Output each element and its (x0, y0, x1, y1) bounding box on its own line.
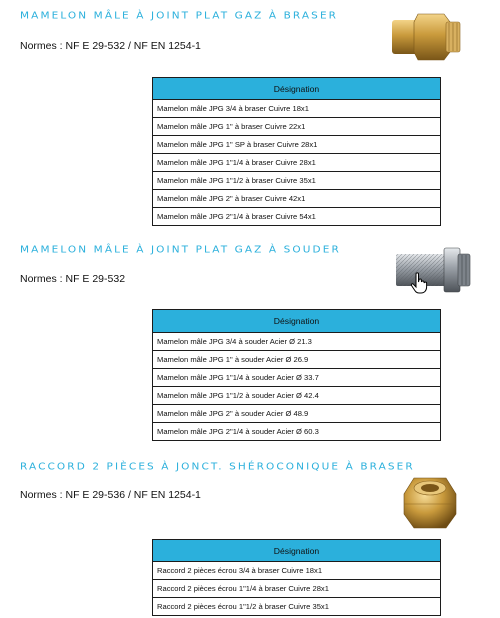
table-row (153, 118, 441, 136)
designation-table (152, 309, 441, 441)
norms-text: Normes : NF E 29-536 / NF EN 1254-1 (20, 489, 201, 501)
table-cell: Raccord 2 pièces écrou 3/4 à braser Cuivre 18x1 (153, 562, 441, 580)
section-title: RACCORD 2 PIÈCES À JONCT. SHÉROCONIQUE À BRASER (20, 461, 415, 473)
table-row (153, 190, 441, 208)
table-cell: Mamelon mâle JPG 3/4 à souder Acier Ø 21.3 (153, 333, 441, 351)
table-cell: Mamelon mâle JPG 1"1/2 à braser Cuivre 35x1 (153, 172, 441, 190)
table-row (153, 387, 441, 405)
hand-pointer-icon (410, 272, 430, 294)
table-header: Désignation (153, 78, 441, 100)
table-cell: Mamelon mâle JPG 3/4 à braser Cuivre 18x1 (153, 100, 441, 118)
designation-table (152, 77, 441, 226)
table-cell: Mamelon mâle JPG 1"1/2 à souder Acier Ø 42.4 (153, 387, 441, 405)
table-row (153, 333, 441, 351)
table-row (153, 208, 441, 226)
table-cell: Mamelon mâle JPG 1" à braser Cuivre 22x1 (153, 118, 441, 136)
table-row (153, 136, 441, 154)
steel-weld-nipple-fitting-image (392, 244, 474, 298)
table-cell: Mamelon mâle JPG 1" à souder Acier Ø 26.9 (153, 351, 441, 369)
table-row (153, 100, 441, 118)
table-cell: Mamelon mâle JPG 2" à braser Cuivre 42x1 (153, 190, 441, 208)
table-row (153, 172, 441, 190)
brass-male-nipple-fitting-image (386, 8, 466, 63)
norms-text: Normes : NF E 29-532 (20, 273, 126, 285)
table-row (153, 598, 441, 616)
table-row (153, 351, 441, 369)
table-row (153, 423, 441, 441)
designation-table (152, 539, 441, 616)
table-row (153, 154, 441, 172)
table-cell: Mamelon mâle JPG 2"1/4 à souder Acier Ø 60.3 (153, 423, 441, 441)
table-cell: Mamelon mâle JPG 1"1/4 à braser Cuivre 28x1 (153, 154, 441, 172)
table-cell: Mamelon mâle JPG 2" à souder Acier Ø 48.9 (153, 405, 441, 423)
table-cell: Raccord 2 pièces écrou 1"1/2 à braser Cuivre 35x1 (153, 598, 441, 616)
norms-text: Normes : NF E 29-532 / NF EN 1254-1 (20, 40, 201, 52)
table-cell: Mamelon mâle JPG 1" SP à braser Cuivre 28x1 (153, 136, 441, 154)
table-cell: Mamelon mâle JPG 2"1/4 à braser Cuivre 54x1 (153, 208, 441, 226)
table-row (153, 369, 441, 387)
section-title: MAMELON MÂLE À JOINT PLAT GAZ À SOUDER (20, 244, 341, 256)
table-row (153, 405, 441, 423)
table-header: Désignation (153, 540, 441, 562)
brass-two-piece-union-fitting-image (400, 474, 460, 532)
table-row (153, 580, 441, 598)
table-header: Désignation (153, 310, 441, 333)
table-cell: Mamelon mâle JPG 1"1/4 à souder Acier Ø 33.7 (153, 369, 441, 387)
table-row (153, 562, 441, 580)
section-title: MAMELON MÂLE À JOINT PLAT GAZ À BRASER (20, 10, 339, 22)
table-cell: Raccord 2 pièces écrou 1"1/4 à braser Cuivre 28x1 (153, 580, 441, 598)
